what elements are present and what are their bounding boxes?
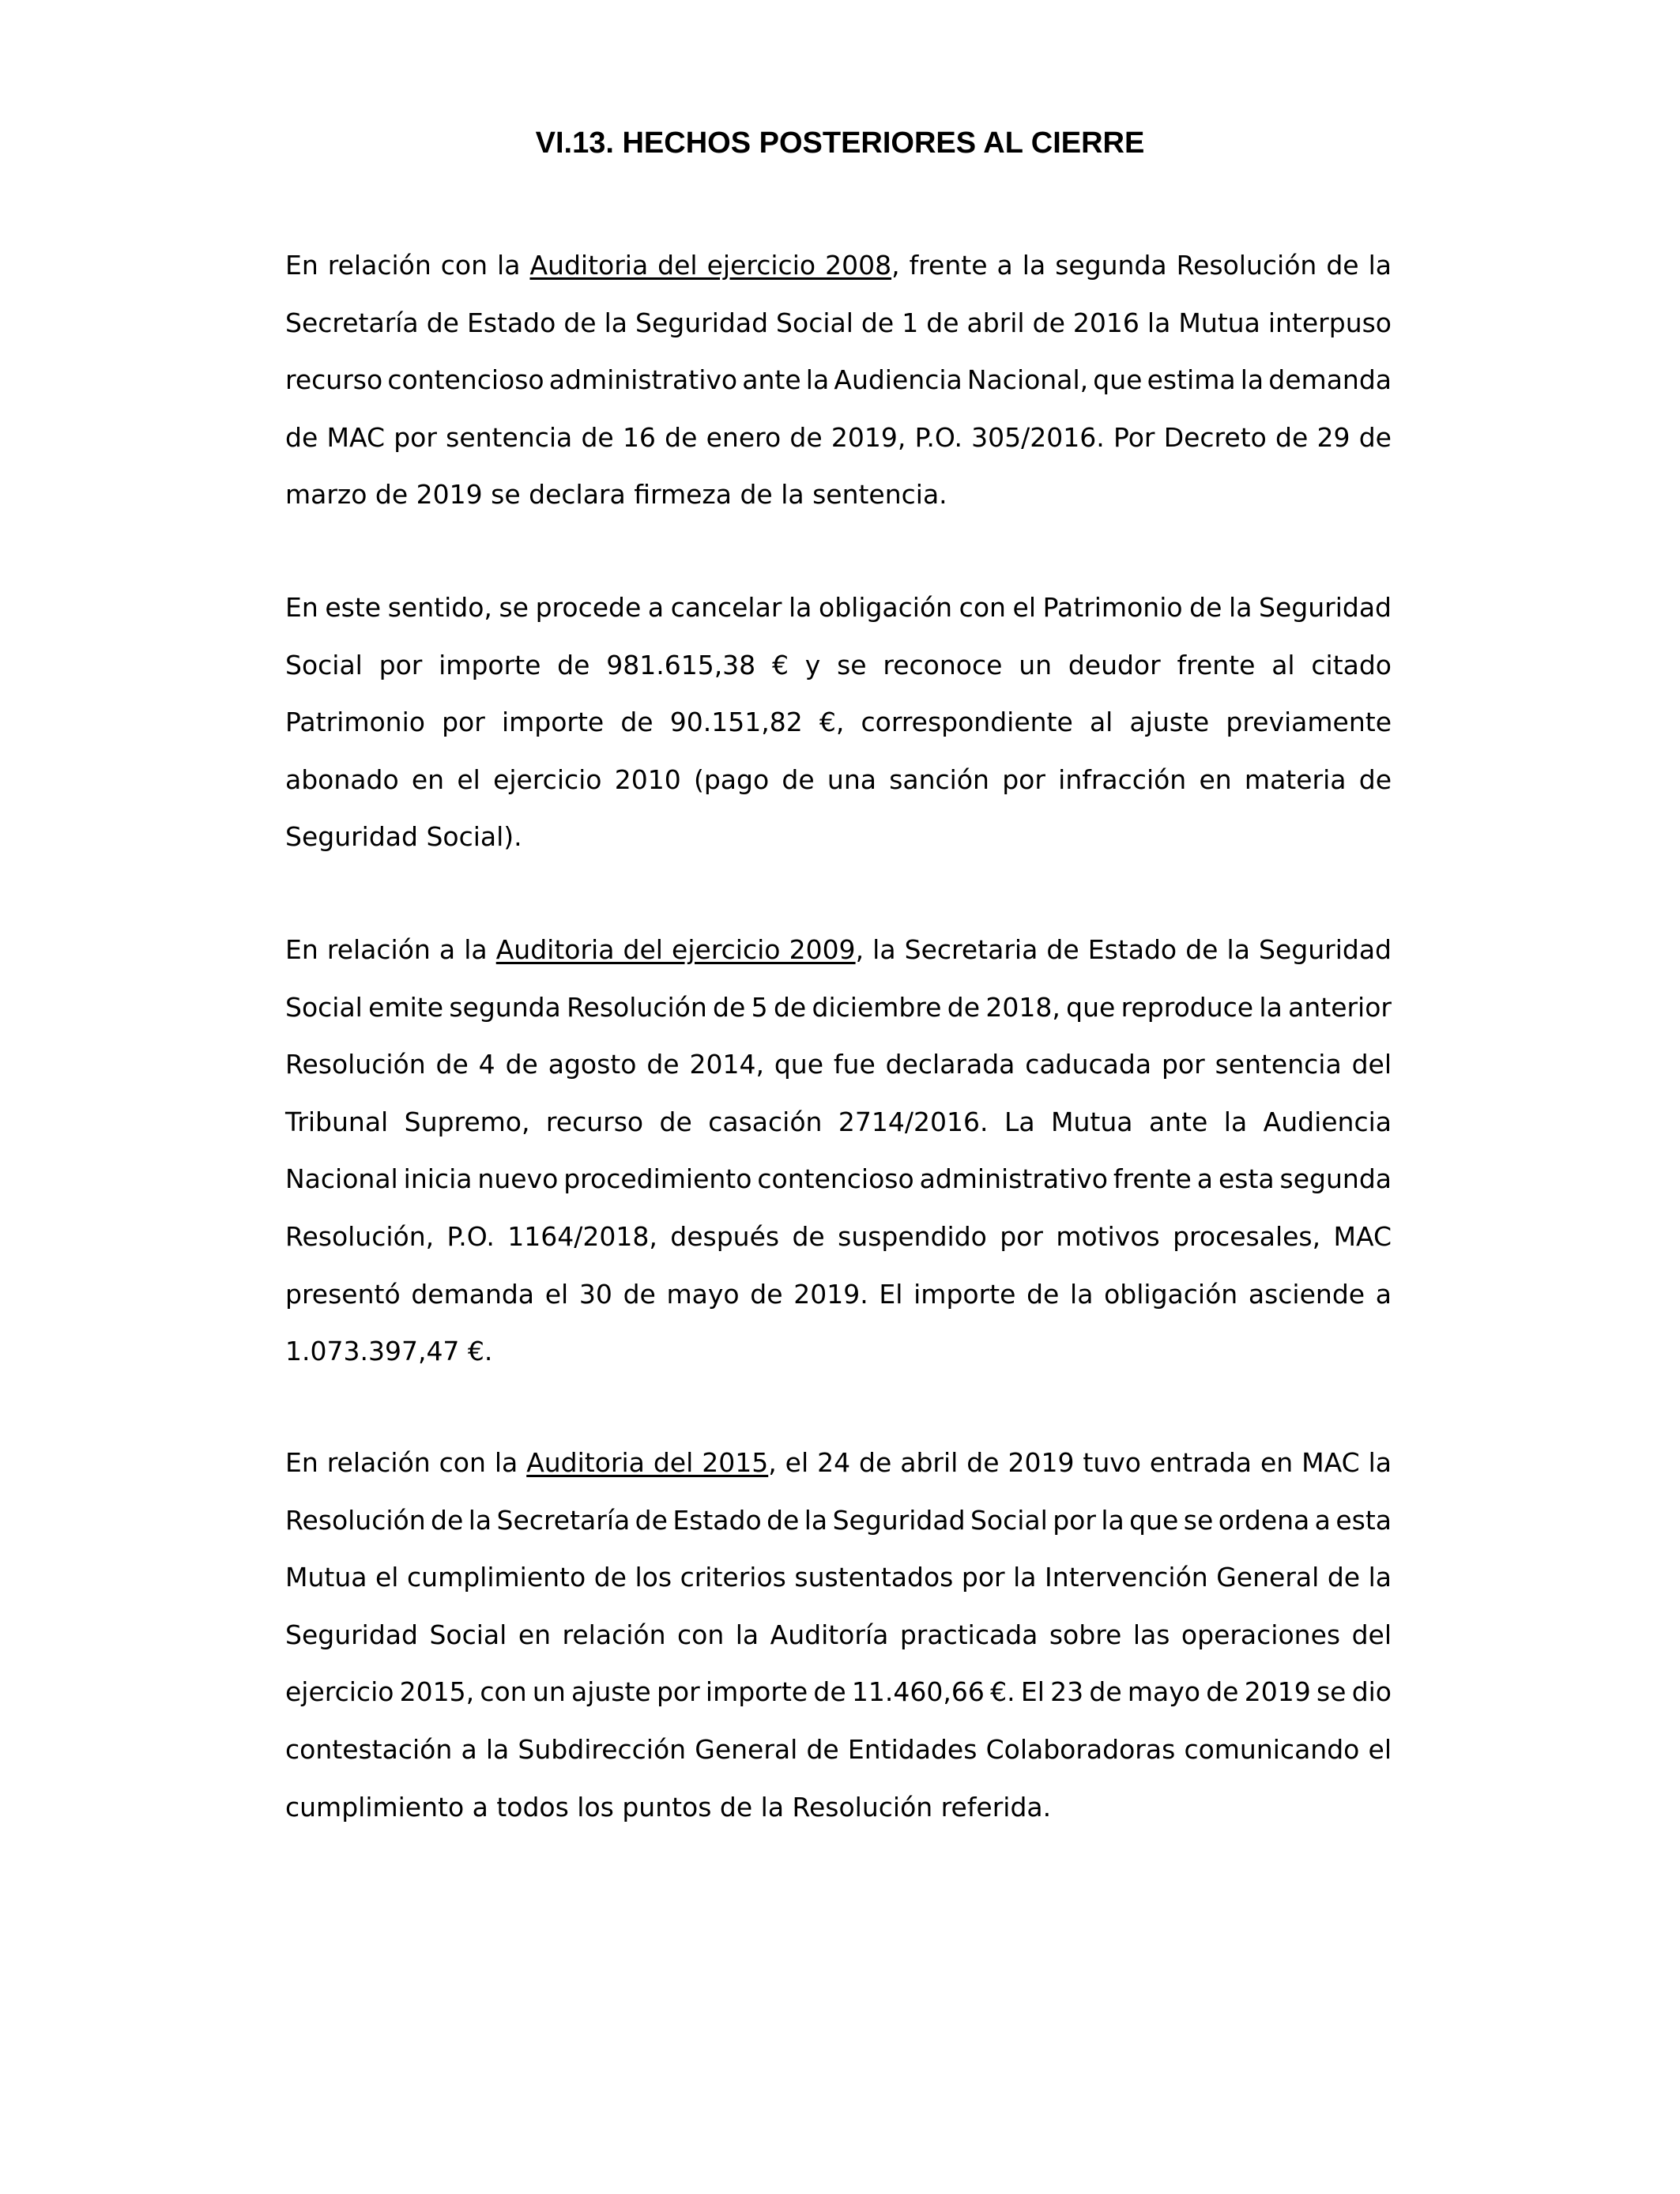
text-line: En relación con la Auditoria del ejercicio 2008, frente a la segunda Resolución de la	[285, 250, 1392, 281]
text-line: Seguridad Social en relación con la Auditoría practicada sobre las operaciones del	[285, 1619, 1392, 1650]
page-title: VI.13. HECHOS POSTERIORES AL CIERRE	[535, 126, 1145, 160]
text-line: cumplimiento a todos los puntos de la Resolución referida.	[285, 1791, 1052, 1823]
text-line: abonado en el ejercicio 2010 (pago de una sanción por infracción en materia de	[285, 763, 1392, 795]
text-line: Nacional inicia nuevo procedimiento contencioso administrativo frente a esta segunda	[285, 1163, 1392, 1195]
text-line: Social emite segunda Resolución de 5 de diciembre de 2018, que reproduce la anterior	[285, 991, 1392, 1023]
text-line: Tribunal Supremo, recurso de casación 2714/2016. La Mutua ante la Audiencia	[285, 1106, 1392, 1137]
text-line: Resolución de 4 de agosto de 2014, que fue declarada caducada por sentencia del	[285, 1049, 1392, 1080]
paragraph-auditoria-2008	[285, 237, 1392, 524]
text-line: recurso contencioso administrativo ante la Audiencia Nacional, que estima la demanda	[285, 364, 1392, 396]
text-line: Mutua el cumplimiento de los criterios sustentados por la Intervención General de la	[285, 1562, 1392, 1593]
text-line: Patrimonio por importe de 90.151,82 €, correspondiente al ajuste previamente	[285, 707, 1392, 738]
text-line: Resolución de la Secretaría de Estado de la Seguridad Social por la que se ordena a esta	[285, 1504, 1392, 1536]
paragraph-cancelacion-obligacion	[285, 579, 1392, 866]
text-line: Secretaría de Estado de la Seguridad Social de 1 de abril de 2016 la Mutua interpuso	[285, 307, 1392, 338]
auditoria-2008-reference: Auditoria del ejercicio 2008	[529, 250, 892, 281]
auditoria-2015-reference: Auditoria del 2015	[526, 1447, 769, 1478]
paragraph-auditoria-2009	[285, 922, 1392, 1381]
paragraph-auditoria-2015	[285, 1434, 1392, 1836]
text-line: Resolución, P.O. 1164/2018, después de suspendido por motivos procesales, MAC	[285, 1220, 1392, 1252]
text-line: Seguridad Social).	[285, 821, 522, 853]
text-line: Social por importe de 981.615,38 € y se reconoce un deudor frente al citado	[285, 649, 1392, 680]
text-line: En este sentido, se procede a cancelar la obligación con el Patrimonio de la Seguridad	[285, 592, 1392, 623]
text-line: ejercicio 2015, con un ajuste por importe de 11.460,66 €. El 23 de mayo de 2019 se dio	[285, 1676, 1392, 1708]
auditoria-2009-reference: Auditoria del ejercicio 2009	[495, 934, 856, 965]
text-line: de MAC por sentencia de 16 de enero de 2019, P.O. 305/2016. Por Decreto de 29 de	[285, 421, 1392, 453]
text-line: En relación con la Auditoria del 2015, el 24 de abril de 2019 tuvo entrada en MAC la	[285, 1447, 1392, 1478]
text-line: marzo de 2019 se declara firmeza de la sentencia.	[285, 479, 947, 511]
text-line: 1.073.397,47 €.	[285, 1336, 493, 1367]
text-line: contestación a la Subdirección General de Entidades Colaboradoras comunicando el	[285, 1733, 1392, 1765]
text-line: En relación a la Auditoria del ejercicio 2009, la Secretaria de Estado de la Seguridad	[285, 934, 1392, 965]
text-line: presentó demanda el 30 de mayo de 2019. El importe de la obligación asciende a	[285, 1278, 1392, 1310]
